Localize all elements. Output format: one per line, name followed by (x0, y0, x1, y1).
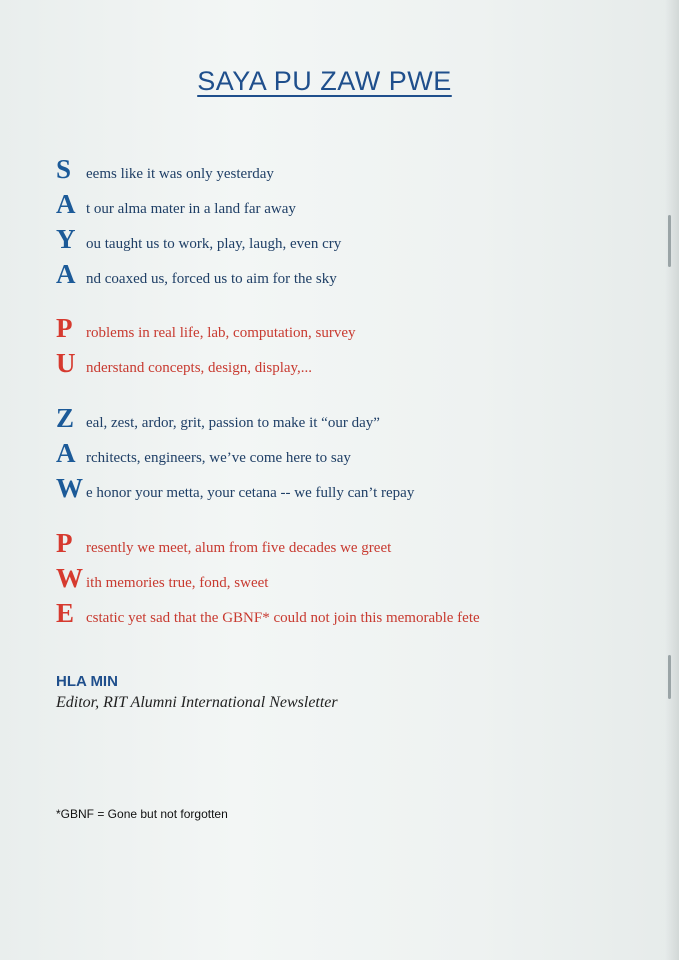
poem-line (56, 563, 268, 591)
poem-line-initial: U (56, 348, 76, 378)
author-role: Editor, RIT Alumni International Newsletter (56, 694, 338, 711)
poem-line-initial: A (56, 259, 76, 289)
poem-line-text: ith memories true, fond, sweet (86, 575, 269, 591)
poem-line-initial: W (56, 563, 83, 593)
poem-line-text: nderstand concepts, design, display,... (86, 360, 313, 376)
poem-line-initial: A (56, 189, 76, 219)
poem-line-initial: P (56, 528, 73, 558)
poem-line-text: eems like it was only yesterday (86, 166, 274, 182)
poem-line (56, 403, 380, 431)
poem-line-initial: Z (56, 403, 75, 433)
poem-line (56, 313, 356, 341)
binder-mark-bottom (668, 655, 671, 699)
poem-line-initial: P (56, 313, 73, 343)
poem-line-text: rchitects, engineers, we’ve come here to say (86, 450, 351, 466)
poem-line-initial: A (56, 438, 76, 468)
poem-line (56, 348, 312, 376)
footnote: *GBNF = Gone but not forgotten (56, 807, 228, 821)
poem-line-text: resently we meet, alum from five decades we greet (86, 540, 392, 556)
poem-line (56, 473, 414, 501)
poem-line (56, 528, 391, 556)
poem-line-initial: Y (56, 224, 76, 254)
author-name: HLA MIN (56, 673, 118, 690)
poem-line (56, 259, 337, 287)
binder-mark-top (668, 215, 671, 267)
poem-line-text: cstatic yet sad that the GBNF* could not join this memorable fete (86, 610, 480, 626)
poem-line (56, 189, 296, 217)
poem-line-initial: S (56, 154, 72, 184)
page-edge-shadow (665, 0, 679, 960)
poem-line-text: e honor your metta, your cetana -- we fully can’t repay (86, 485, 415, 501)
poem-line (56, 224, 341, 252)
poem-line (56, 154, 274, 182)
poem-line (56, 438, 351, 466)
poem-line-initial: W (56, 473, 83, 503)
poem-line-text: roblems in real life, lab, computation, survey (86, 325, 356, 341)
poem-line-initial: E (56, 598, 75, 628)
poem-line-text: ou taught us to work, play, laugh, even cry (86, 236, 342, 252)
poem-line-text: nd coaxed us, forced us to aim for the sky (86, 271, 337, 287)
poem-line (56, 598, 480, 626)
poem-line-text: t our alma mater in a land far away (86, 201, 296, 217)
poem-title: SAYA PU ZAW PWE (197, 66, 452, 96)
poem-line-text: eal, zest, ardor, grit, passion to make it “our day” (86, 415, 380, 431)
